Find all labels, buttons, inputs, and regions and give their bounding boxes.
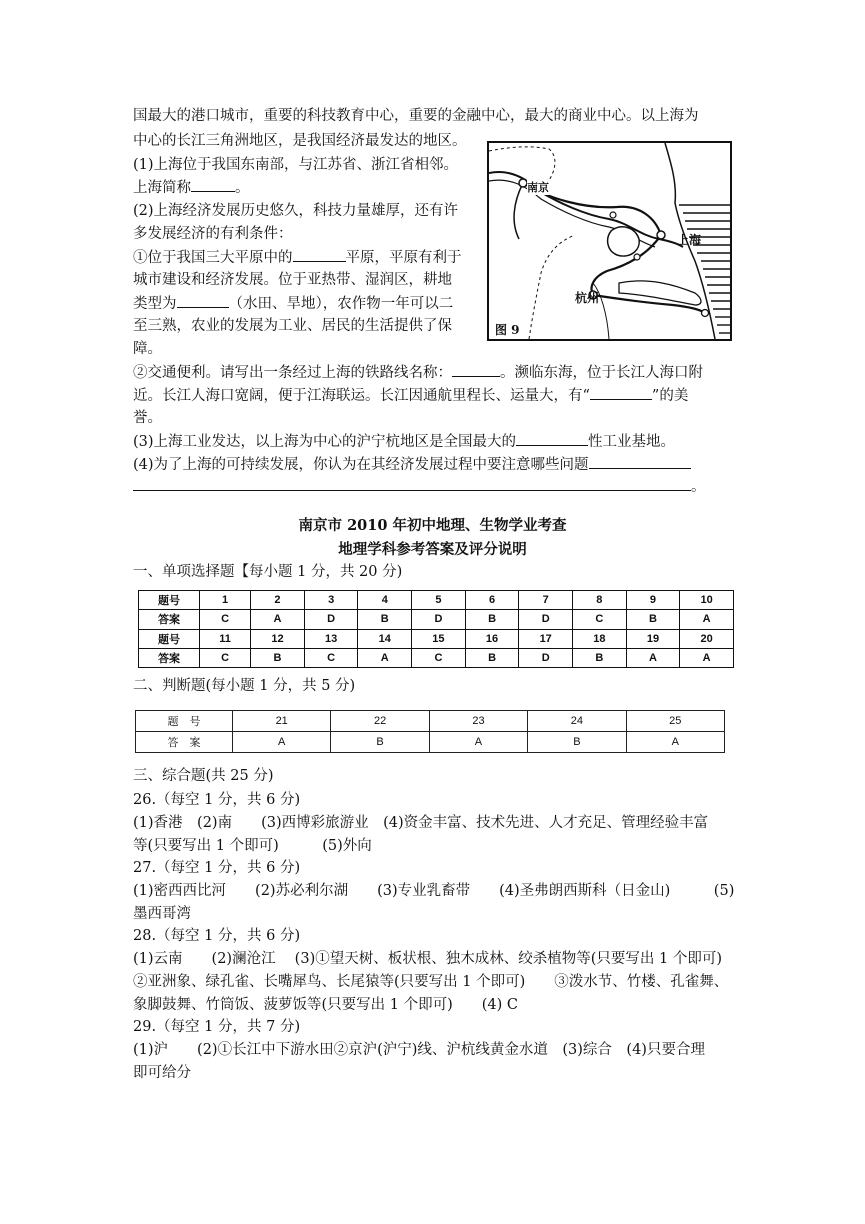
table-cell: 9 bbox=[626, 591, 680, 610]
q-part2-i-suffix: ”的美 bbox=[651, 388, 689, 404]
answer-table-choice bbox=[138, 590, 734, 668]
table-row bbox=[139, 648, 734, 667]
table-cell: D bbox=[304, 610, 358, 629]
table-row bbox=[136, 711, 725, 732]
q-part2-c-suffix: 平原，平原有利于 bbox=[345, 250, 462, 266]
table-cell: C bbox=[304, 648, 358, 667]
q27-line-2: 墨西哥湾 bbox=[133, 906, 191, 922]
table-cell: 6 bbox=[465, 591, 519, 610]
table-cell: 16 bbox=[465, 629, 519, 648]
map-label-hangzhou: 杭州 bbox=[575, 291, 600, 305]
table-cell: B bbox=[528, 732, 626, 753]
map-figure bbox=[487, 141, 732, 341]
q-part2-h-suffix: 。濒临东海，位于长江人海口附 bbox=[500, 365, 703, 381]
answer-blank-nickname[interactable] bbox=[590, 385, 652, 400]
answer-table-judgement bbox=[135, 710, 725, 753]
table-cell: 14 bbox=[358, 629, 412, 648]
table-cell: 1 bbox=[200, 591, 251, 610]
q-part3-line bbox=[133, 431, 675, 452]
q-part2-line-b: 多发展经济的有利条件： bbox=[133, 226, 293, 242]
table-cell: B bbox=[358, 610, 412, 629]
table-cell: B bbox=[251, 648, 305, 667]
table-cell: C bbox=[200, 648, 251, 667]
table-cell: 25 bbox=[626, 711, 724, 732]
table-cell: 10 bbox=[680, 591, 734, 610]
q-part2-c-prefix: ①位于我国三大平原中的 bbox=[133, 250, 293, 266]
table-cell: C bbox=[573, 610, 627, 629]
q29-line-1: (1)沪 (2)①长江中下游水田②京沪(沪宁)线、沪杭线黄金水道 (3)综合 (4)只要合理 bbox=[133, 1042, 705, 1058]
shanghai-marker bbox=[657, 231, 665, 239]
q-part2-i-prefix: 近。长江人海口宽阔，便于江海联运。长江因通航里程长、运量大，有“ bbox=[133, 388, 590, 404]
q-part1-line: (1)上海位于我国东南部，与江苏省、浙江省相邻。 bbox=[133, 157, 459, 173]
table-cell: A bbox=[680, 648, 734, 667]
q-part1-prefix: 上海简称 bbox=[133, 180, 191, 196]
q-part2-line-c bbox=[133, 247, 462, 268]
q29-heading: 29.（每空 1 分，共 7 分) bbox=[133, 1019, 301, 1035]
table-cell: 答案 bbox=[139, 610, 200, 629]
q-part2-line-i bbox=[133, 385, 688, 406]
answer-blank-land-type[interactable] bbox=[177, 293, 229, 308]
map-label-shanghai: 上海 bbox=[677, 233, 702, 247]
section-2-heading: 二、判断题(每小题 1 分，共 5 分) bbox=[133, 678, 356, 694]
q27-line-1: (1)密西西比河 (2)苏必利尔湖 (3)专业乳畜带 (4)圣弗朗西斯科（日金山) (5) bbox=[133, 883, 735, 899]
table-cell: D bbox=[519, 648, 573, 667]
map-label-nanjing: 南京 bbox=[527, 181, 549, 194]
table-cell: 23 bbox=[429, 711, 527, 732]
table-cell: 3 bbox=[304, 591, 358, 610]
q28-line-3: 象脚鼓舞、竹筒饭、菠萝饭等(只要写出 1 个即可) (4) C bbox=[133, 997, 518, 1013]
answer-blank-issues-2[interactable] bbox=[133, 476, 691, 491]
table-cell: A bbox=[626, 732, 724, 753]
q-part2-line-f: 至三熟，农业的发展为工业、居民的生活提供了保 bbox=[133, 318, 452, 334]
table-row bbox=[139, 629, 734, 648]
q-part2-line-a: (2)上海经济发展历史悠久，科技力量雄厚，还有许 bbox=[133, 203, 459, 219]
table-cell: 13 bbox=[304, 629, 358, 648]
q26-heading: 26.（每空 1 分，共 6 分) bbox=[133, 792, 301, 808]
q-part4-end: 。 bbox=[691, 479, 706, 495]
table-cell: A bbox=[626, 648, 680, 667]
table-cell: A bbox=[358, 648, 412, 667]
table-cell: 20 bbox=[680, 629, 734, 648]
q-part2-line-j: 誉。 bbox=[133, 410, 162, 426]
q-part2-line-h bbox=[133, 362, 703, 383]
table-cell: 答案 bbox=[139, 648, 200, 667]
table-cell: 17 bbox=[519, 629, 573, 648]
table-cell: 18 bbox=[573, 629, 627, 648]
table-cell: 8 bbox=[573, 591, 627, 610]
table-cell: 11 bbox=[200, 629, 251, 648]
table-cell: A bbox=[680, 610, 734, 629]
table-cell: B bbox=[465, 648, 519, 667]
q26-line-1: (1)香港 (2)南 (3)西博彩旅游业 (4)资金丰富、技术先进、人才充足、管理经验丰富 bbox=[133, 815, 709, 831]
table-cell: 22 bbox=[331, 711, 429, 732]
answer-blank-railway[interactable] bbox=[452, 362, 500, 377]
q-part4-line-2 bbox=[133, 476, 706, 497]
table-cell: D bbox=[519, 610, 573, 629]
table-cell: B bbox=[626, 610, 680, 629]
table-cell: A bbox=[429, 732, 527, 753]
section-1-heading: 一、单项选择题【每小题 1 分，共 20 分) bbox=[133, 564, 403, 580]
table-cell: 题 号 bbox=[136, 711, 233, 732]
table-cell: A bbox=[251, 610, 305, 629]
table-cell: 4 bbox=[358, 591, 412, 610]
q28-line-1: (1)云南 (2)澜沧江 (3)①望天树、板状根、独木成林、绞杀植物等(只要写出 1 个即可) bbox=[133, 951, 722, 967]
section-3-heading: 三、综合题(共 25 分) bbox=[133, 768, 274, 784]
answer-subtitle: 地理学科参考答案及评分说明 bbox=[338, 541, 527, 558]
table-cell: 题号 bbox=[139, 629, 200, 648]
q-part1-suffix: 。 bbox=[235, 180, 250, 196]
nanjing-marker bbox=[519, 179, 527, 187]
q29-line-2: 即可给分 bbox=[133, 1065, 191, 1081]
table-row bbox=[136, 732, 725, 753]
answer-blank-issues-1[interactable] bbox=[589, 454, 691, 469]
table-cell: A bbox=[233, 732, 331, 753]
q-part2-h-prefix: ②交通便利。请写出一条经过上海的铁路线名称： bbox=[133, 365, 452, 381]
q27-heading: 27.（每空 1 分，共 6 分) bbox=[133, 860, 301, 876]
q28-line-2: ②亚洲象、绿孔雀、长嘴犀鸟、长尾猿等(只要写出 1 个即可) ③泼水节、竹楼、孔雀舞、 bbox=[133, 974, 729, 990]
table-cell: 19 bbox=[626, 629, 680, 648]
table-row bbox=[139, 591, 734, 610]
q-part2-line-d: 城市建设和经济发展。位于亚热带、湿润区，耕地 bbox=[133, 272, 452, 288]
map-figure-label: 图 9 bbox=[495, 323, 520, 337]
table-cell: 12 bbox=[251, 629, 305, 648]
q-part3-suffix: 性工业基地。 bbox=[588, 434, 676, 450]
q-part2-line-g: 障。 bbox=[133, 341, 162, 357]
table-cell: C bbox=[200, 610, 251, 629]
table-row bbox=[139, 610, 734, 629]
table-cell: 21 bbox=[233, 711, 331, 732]
table-cell: 题号 bbox=[139, 591, 200, 610]
q-part1-blank-line bbox=[133, 177, 250, 198]
answer-blank-industry[interactable] bbox=[516, 431, 588, 446]
q-part4-prefix: (4)为了上海的可持续发展，你认为在其经济发展过程中要注意哪些问题 bbox=[133, 457, 589, 473]
answer-blank-abbrev[interactable] bbox=[191, 177, 235, 192]
answer-title: 南京市 2010 年初中地理、生物学业考查 bbox=[298, 517, 567, 534]
q26-line-2: 等(只要写出 1 个即可) (5)外向 bbox=[133, 838, 372, 854]
q-part4-line bbox=[133, 454, 691, 475]
table-cell: 5 bbox=[412, 591, 466, 610]
table-cell: 2 bbox=[251, 591, 305, 610]
table-cell: 7 bbox=[519, 591, 573, 610]
table-cell: B bbox=[573, 648, 627, 667]
table-cell: D bbox=[412, 610, 466, 629]
table-cell: B bbox=[465, 610, 519, 629]
intro-line-2: 中心的长江三角洲地区，是我国经济最发达的地区。 bbox=[133, 133, 467, 149]
q28-heading: 28.（每空 1 分，共 6 分) bbox=[133, 928, 301, 944]
table-cell: C bbox=[412, 648, 466, 667]
table-cell: 15 bbox=[412, 629, 466, 648]
intro-line-1: 国最大的港口城市，重要的科技教育中心，重要的金融中心，最大的商业中心。以上海为 bbox=[133, 108, 699, 124]
q-part3-prefix: (3)上海工业发达，以上海为中心的沪宁杭地区是全国最大的 bbox=[133, 434, 517, 450]
q-part2-line-e bbox=[133, 293, 453, 314]
q-part2-e-suffix: （水田、旱地），农作物一年可以二 bbox=[228, 296, 454, 312]
table-cell: 答 案 bbox=[136, 732, 233, 753]
table-cell: B bbox=[331, 732, 429, 753]
answer-blank-plain[interactable] bbox=[293, 247, 346, 262]
table-cell: 24 bbox=[528, 711, 626, 732]
q-part2-e-prefix: 类型为 bbox=[133, 296, 177, 312]
